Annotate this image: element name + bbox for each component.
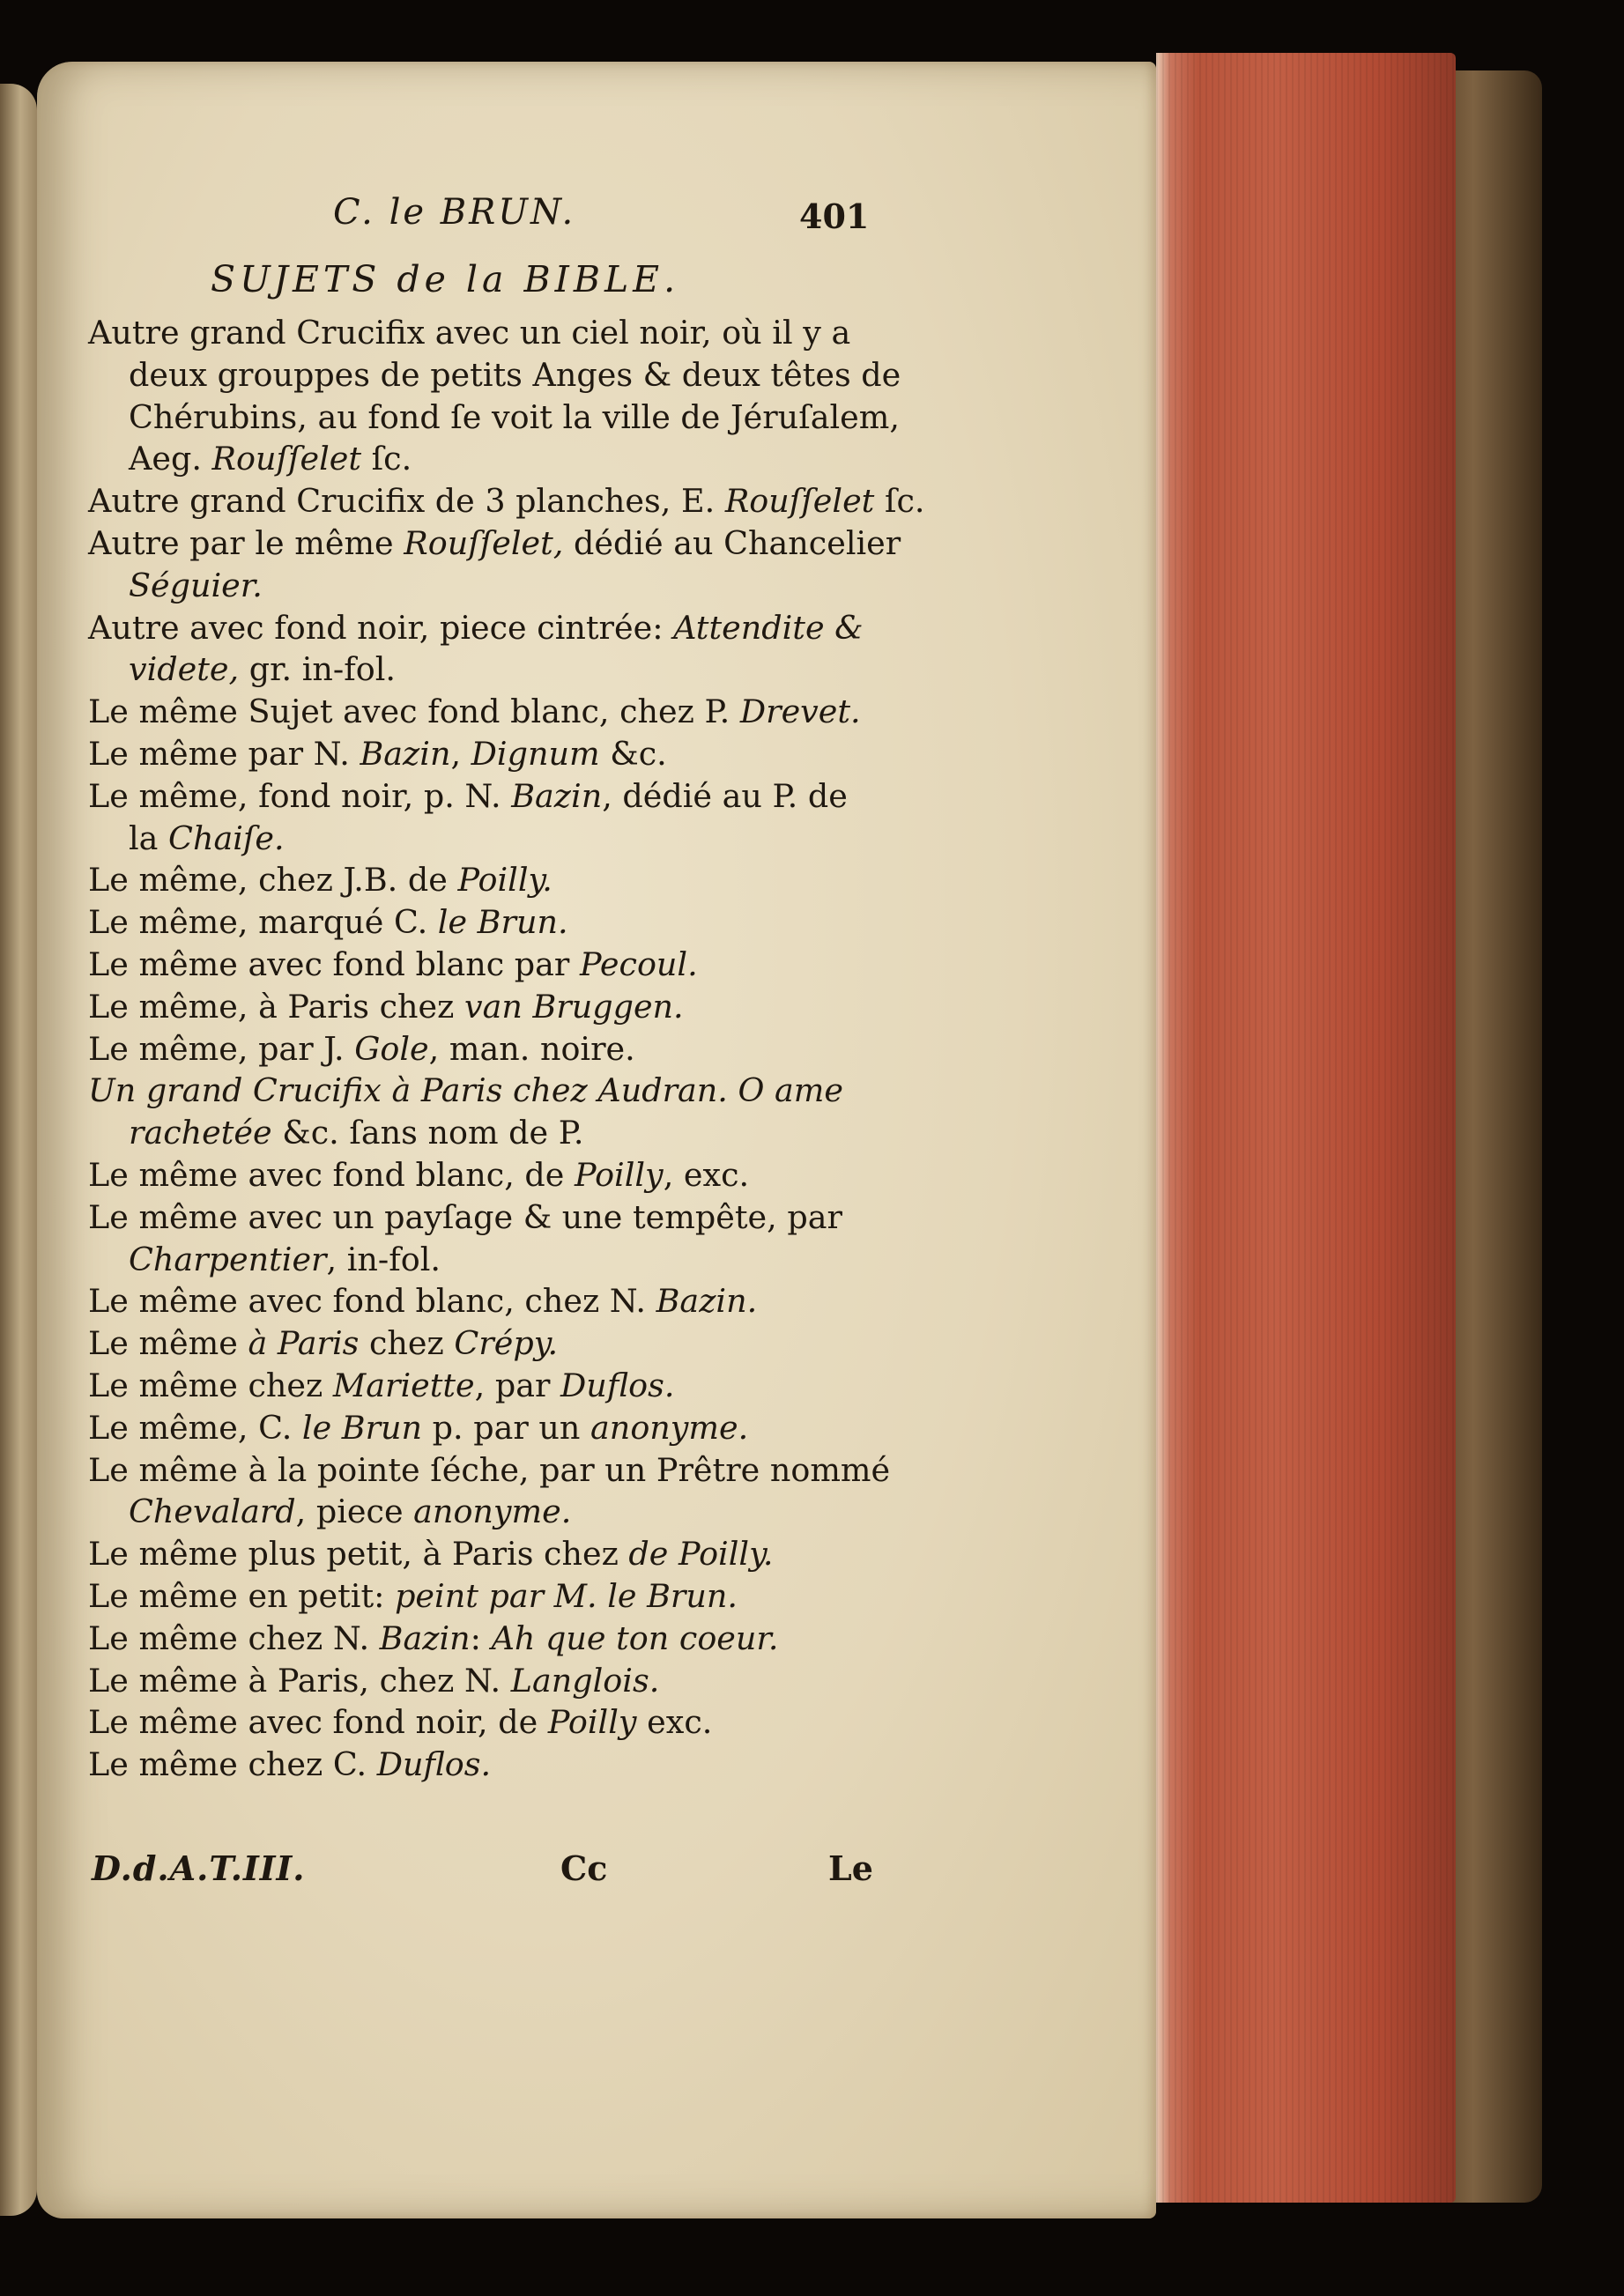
entry-italic-text: Rouſſelet (724, 482, 875, 521)
catalogue-entry (88, 1154, 881, 1196)
entry-text: , (450, 734, 471, 773)
entry-text: Le même Sujet avec fond blanc, chez P. (88, 693, 740, 731)
entry-italic-text: Ah que ton coeur. (491, 1618, 779, 1657)
entry-italic-text: Un grand Crucifix à Paris chez Audran. O ame (88, 1071, 843, 1110)
entry-text: p. par un (422, 1408, 591, 1447)
entry-italic-text: Chaiſe. (168, 818, 285, 857)
entry-italic-text: Dignum (471, 734, 600, 773)
entry-italic-text: Mariette (332, 1366, 475, 1404)
page-block-edges (1156, 53, 1456, 2203)
entry-text: : (470, 1618, 492, 1657)
entry-text: , dédié au P. de (602, 776, 848, 815)
catalogue-entry (88, 1744, 881, 1786)
entry-italic-text: Rouſſelet, (404, 523, 564, 562)
catalogue-entry (88, 522, 901, 607)
catalogue-entry (88, 733, 881, 775)
entry-text: deux grouppes de petits Anges & deux têtes de (129, 355, 901, 394)
catalogue-entry (88, 1449, 891, 1534)
catalogue-entry (88, 1575, 881, 1618)
entry-text: Le même, marqué C. (88, 903, 438, 942)
entry-italic-text: Langlois. (510, 1661, 660, 1700)
entry-text: Autre grand Crucifix de 3 planches, E. (88, 482, 725, 521)
entry-text: Le même en petit: (88, 1576, 396, 1615)
entry-italic-text: de Poilly. (628, 1535, 774, 1574)
entry-text: exc. (636, 1703, 713, 1742)
entry-italic-text: Drevet. (739, 693, 861, 731)
page-content (88, 192, 925, 1786)
catalogue-entry (88, 1280, 881, 1322)
entry-text: Le même chez (88, 1366, 333, 1404)
catchword: Le (828, 1848, 873, 1888)
section-title: SUJETS de la BIBLE. (211, 258, 680, 300)
catalogue-entry (88, 312, 901, 480)
entry-text: Le même, à Paris chez (88, 987, 464, 1026)
catalogue-entry (88, 1365, 881, 1407)
entry-italic-text: rachetée (129, 1114, 272, 1152)
entry-italic-text: anonyme. (590, 1408, 749, 1447)
entry-italic-text: Bazin. (656, 1282, 758, 1321)
entry-italic-text: Bazin (511, 776, 603, 815)
entry-text: Autre avec fond noir, piece cintrée: (88, 608, 674, 647)
facing-page-edge (0, 84, 37, 2216)
catalogue-entry (88, 1533, 881, 1575)
page-footer (88, 1848, 881, 1901)
entry-text: Chérubins, au fond ſe voit la ville de Jéruſalem, (129, 397, 900, 436)
entry-italic-text: anonyme. (413, 1492, 572, 1531)
catalogue-entry (88, 986, 881, 1028)
entry-italic-text: le Brun. (437, 903, 568, 942)
entry-text: Le même à la pointe ſéche, par un Prêtre nommé (88, 1450, 891, 1489)
entry-text: Le même, chez J.B. de (88, 861, 458, 900)
entry-text: Le même (88, 1324, 248, 1363)
catalogue-entry (88, 775, 881, 860)
catalogue-entry (88, 1407, 881, 1449)
catalogue-entry (88, 944, 881, 986)
page-number: 401 (799, 196, 870, 236)
entry-italic-text: Pecoul. (579, 944, 698, 983)
catalogue-entry (88, 859, 881, 901)
catalogue-entry (88, 1322, 881, 1365)
entry-text: ſc. (874, 482, 925, 521)
entry-italic-text: Attendite & (673, 608, 864, 647)
entry-italic-text: Duflos. (560, 1366, 675, 1404)
entry-text: Le même plus petit, à Paris chez (88, 1535, 629, 1574)
catalogue-entry (88, 1028, 881, 1070)
running-head: C. le BRUN. (333, 192, 576, 233)
entry-italic-text: le Brun (301, 1408, 423, 1447)
entry-italic-text: Charpentier (129, 1240, 327, 1278)
entry-text: Le même chez C. (88, 1745, 377, 1784)
entry-italic-text: Gole (354, 1029, 429, 1068)
entry-italic-text: Rouſſelet (211, 440, 362, 478)
entry-text: la (129, 818, 169, 857)
catalogue-entry (88, 1618, 881, 1660)
entry-text: Le même avec fond noir, de (88, 1703, 548, 1742)
entry-text: Autre grand Crucifix avec un ciel noir, où il y a (88, 314, 851, 352)
gathering-mark: Cc (560, 1848, 608, 1888)
entry-list (88, 312, 925, 1786)
entry-text: , in-fol. (326, 1240, 441, 1278)
entry-italic-text: Poilly (547, 1703, 637, 1742)
entry-text: &c. (599, 734, 667, 773)
entry-text: ſc. (361, 440, 412, 478)
entry-text: Le même par N. (88, 734, 360, 773)
catalogue-entry (88, 480, 925, 522)
entry-text: Le même avec fond blanc par (88, 944, 580, 983)
entry-italic-text: Crépy. (454, 1324, 559, 1363)
catalogue-entry (88, 1196, 881, 1281)
entry-text: Le même, fond noir, p. N. (88, 776, 512, 815)
entry-text: dédié au Chancelier (563, 523, 901, 562)
entry-italic-text: Poilly. (457, 861, 552, 900)
entry-text: Autre par le même (88, 523, 404, 562)
entry-italic-text: Duflos. (376, 1745, 492, 1784)
entry-text: &c. ſans nom de P. (271, 1114, 584, 1152)
catalogue-entry (88, 1070, 881, 1154)
entry-text: Le même avec fond blanc, chez N. (88, 1282, 656, 1321)
entry-text: Le même avec un payſage & une tempête, par (88, 1197, 842, 1236)
entry-text: Le même, par J. (88, 1029, 355, 1068)
entry-text: , man. noire. (428, 1029, 635, 1068)
entry-text: chez (359, 1324, 455, 1363)
entry-italic-text: van Bruggen. (463, 987, 684, 1026)
catalogue-entry (88, 1660, 881, 1702)
entry-italic-text: à Paris (248, 1324, 360, 1363)
page-header (88, 192, 881, 245)
entry-italic-text: Bazin (379, 1618, 471, 1657)
volume-signature: D.d.A.T.III. (92, 1848, 306, 1888)
catalogue-entry (88, 1701, 881, 1744)
catalogue-entry (88, 901, 881, 944)
entry-text: gr. in-fol. (239, 650, 397, 689)
entry-italic-text: peint par M. le Brun. (395, 1576, 738, 1615)
entry-text: Le même chez N. (88, 1618, 380, 1657)
entry-italic-text: Bazin (360, 734, 451, 773)
entry-text: Le même, C. (88, 1408, 302, 1447)
entry-text: Le même à Paris, chez N. (88, 1661, 511, 1700)
entry-text: Aeg. (129, 440, 212, 478)
entry-italic-text: videte, (129, 650, 240, 689)
entry-italic-text: Poilly (574, 1155, 664, 1194)
entry-italic-text: Chevalard (129, 1492, 296, 1531)
entry-text: , piece (295, 1492, 414, 1531)
entry-italic-text: Séguier. (129, 566, 263, 604)
entry-text: , exc. (663, 1155, 750, 1194)
entry-text: Le même avec fond blanc, de (88, 1155, 575, 1194)
catalogue-entry (88, 691, 881, 733)
entry-text: , par (474, 1366, 561, 1404)
catalogue-entry (88, 607, 881, 692)
